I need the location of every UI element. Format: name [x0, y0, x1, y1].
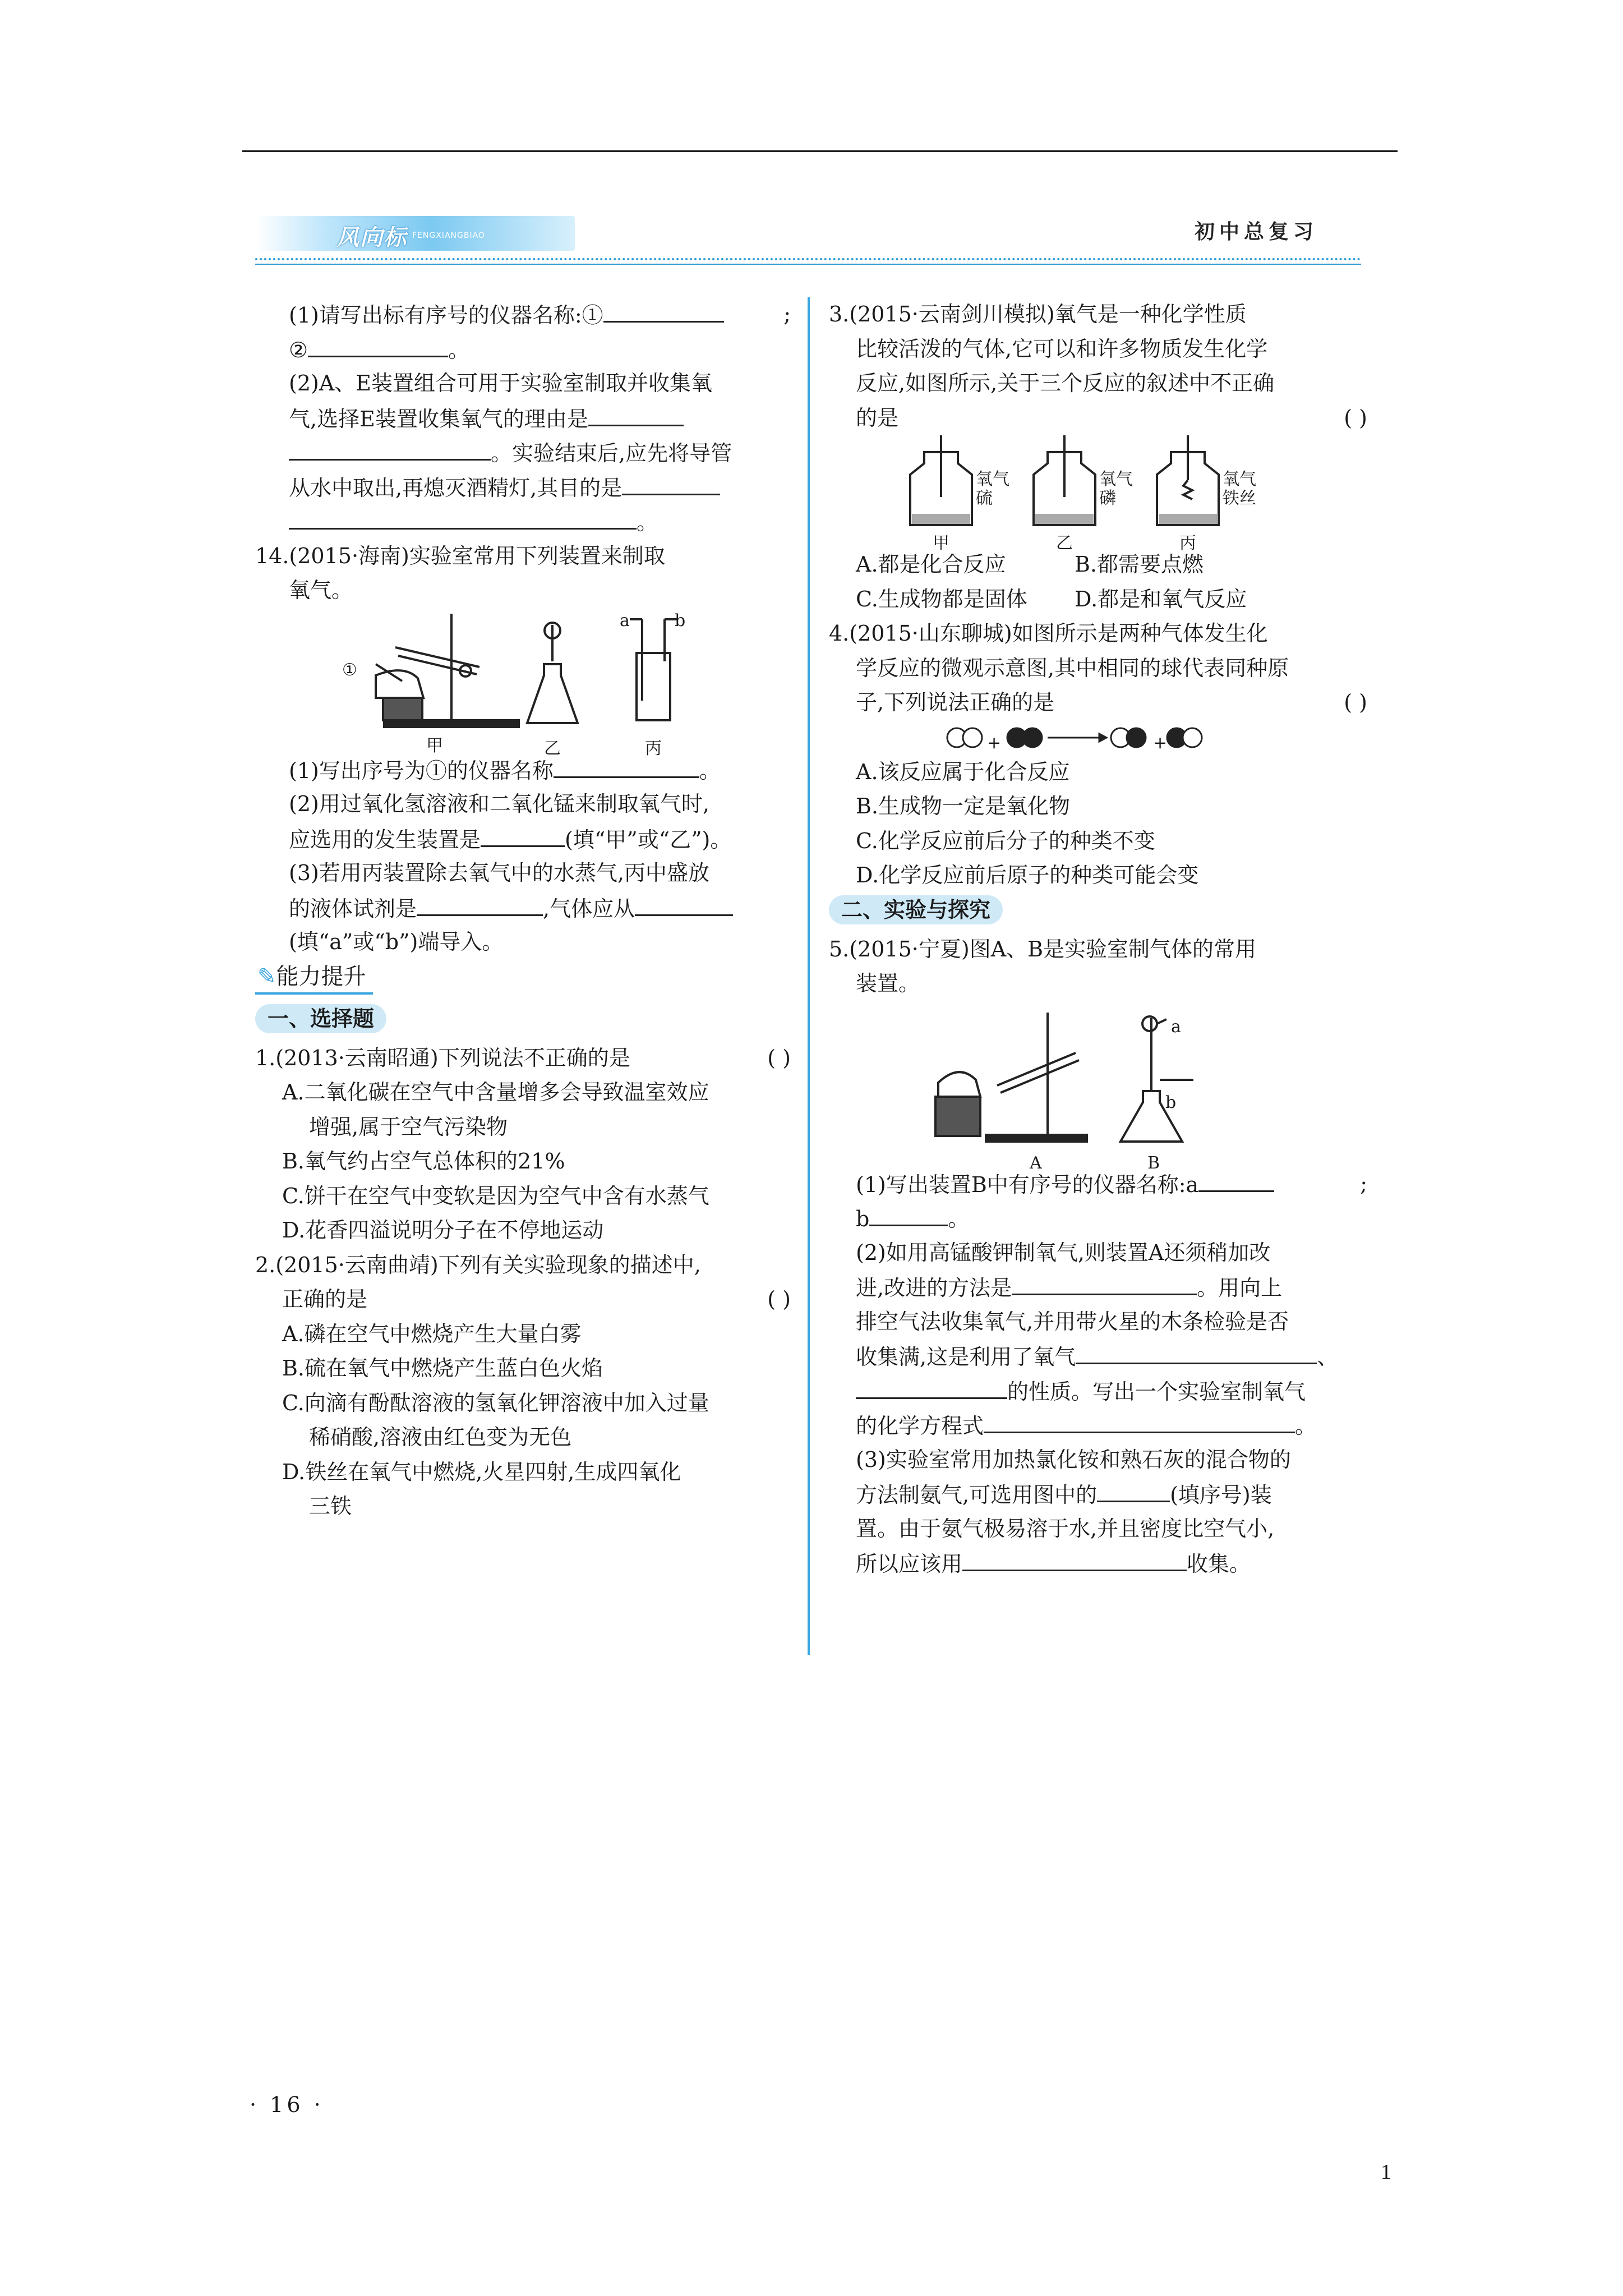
q5-part2-text: 的性质。写出一个实验室制氧气	[1007, 1379, 1306, 1404]
section2-title: 二、实验与探究	[829, 895, 1003, 924]
q5-part2-line1: (2)如用高锰酸钾制氧气,则装置A还须稍加改	[856, 1240, 1271, 1265]
mc3-label-oxygen: 氧气	[976, 470, 1009, 489]
mc3-label-oxygen: 氧气	[1223, 470, 1256, 489]
q5-figure-label-b: b	[1165, 1092, 1177, 1112]
q5-stem-line2: 装置。	[856, 971, 920, 996]
mc4-stem-text: 子,下列说法正确的是	[856, 690, 1055, 715]
mc3-option-b: B.都需要点燃	[1075, 552, 1204, 577]
mc3-label-iron-wire: 铁丝	[1223, 489, 1256, 508]
circle-two-label: ②	[289, 337, 308, 362]
q5-part2-line6	[829, 1408, 1367, 1443]
separator: 、	[1317, 1345, 1339, 1369]
mc3-label-bing: 丙	[1179, 533, 1196, 553]
q14-stem-line2: 氧气。	[289, 578, 353, 602]
q5-part3-text: 所以应该用	[856, 1552, 963, 1576]
section1-heading	[255, 1002, 791, 1041]
mc3-label-sulfur: 硫	[976, 489, 993, 508]
q14-apparatus-drawing	[255, 608, 791, 753]
answer-blank[interactable]	[869, 1201, 948, 1226]
answer-parentheses[interactable]: ( )	[1344, 405, 1367, 430]
mc3-label-jia: 甲	[933, 533, 949, 553]
q13-part2-text: 。实验结束后,应先将导管	[491, 441, 732, 466]
mc2-option-d-cont: 三铁	[309, 1494, 352, 1519]
q14-part1-line	[255, 753, 791, 788]
mc2-stem-text: 正确的是	[282, 1287, 368, 1312]
mc4-option-d: D.化学反应前后原子的种类可能会变	[856, 863, 1199, 887]
mc4-figure	[829, 720, 1367, 755]
mc3-stem-line2: 比较活泼的气体,它可以和许多物质发生化学	[856, 336, 1268, 361]
q5-part1-b-label: b	[856, 1207, 870, 1231]
mc4-stem-line2: 学反应的微观示意图,其中相同的球代表同种原	[856, 655, 1289, 680]
brand-logo: 风向标	[336, 225, 407, 251]
mc3-label-yi: 乙	[1056, 533, 1073, 553]
answer-parentheses[interactable]: ( )	[767, 1287, 791, 1312]
mc2-option-b: B.硫在氧气中燃烧产生蓝白色火焰	[282, 1356, 603, 1381]
mc1-option-b: B.氧气约占空气总体积的21%	[282, 1149, 565, 1174]
answer-blank[interactable]	[289, 435, 491, 461]
q5-part3-line1: (3)实验室常用加热氯化铵和熟石灰的混合物的	[856, 1447, 1291, 1472]
right-column	[829, 297, 1367, 1581]
mc2-stem-line1: 2.(2015·云南曲靖)下列有关实验现象的描述中,	[255, 1252, 701, 1277]
page-number: · 16 ·	[250, 2092, 324, 2117]
mc2-option-a: A.磷在空气中燃烧产生大量白雾	[282, 1321, 582, 1346]
mc3-stem-line3: 反应,如图所示,关于三个反应的叙述中不正确	[856, 371, 1275, 395]
q5-figure-label-b-device: B	[1147, 1153, 1160, 1173]
q5-part3-text: (填序号)装	[1170, 1483, 1272, 1507]
header-rule	[255, 264, 1361, 265]
mc4-option-b: B.生成物一定是氧化物	[856, 794, 1071, 818]
mc3-figure	[829, 435, 1367, 553]
q14-part2-hint: (填“甲”或“乙”)。	[565, 827, 732, 852]
q5-figure	[829, 1001, 1367, 1173]
q5-part2-text: 进,改进的方法是	[856, 1276, 1012, 1300]
mc4-option-a: A.该反应属于化合反应	[856, 759, 1070, 784]
q14-part3-text: 的液体试剂是	[289, 896, 417, 921]
mc4-stem-line3	[829, 685, 1367, 720]
q13-part2-line3	[255, 435, 791, 470]
q13-part2-text: 从水中取出,再熄灭酒精灯,其目的是	[289, 475, 623, 500]
q5-part1-line1	[829, 1167, 1367, 1202]
q14-figure-marker: ①	[342, 660, 357, 680]
q13-part2-line4	[255, 470, 791, 505]
period: 。	[699, 758, 721, 783]
mc4-option-c: C.化学反应前后分子的种类不变	[856, 828, 1155, 853]
period: 。	[637, 510, 658, 535]
q13-part1-line	[255, 297, 791, 332]
mc3-stem-line4	[829, 401, 1367, 436]
q5-part1-text: (1)写出装置B中有序号的仪器名称:a	[856, 1172, 1199, 1197]
separator: ;	[783, 302, 791, 326]
q5-part1-line2	[829, 1201, 1367, 1236]
mc3-label-phosphorus: 磷	[1099, 489, 1116, 508]
ability-title	[255, 961, 373, 995]
q13-part2-line2	[255, 401, 791, 436]
sheet-number: 1	[1381, 2160, 1391, 2184]
answer-blank[interactable]	[1076, 1339, 1317, 1364]
mc1-stem	[255, 1041, 791, 1076]
mc3-stem-text: 的是	[856, 405, 899, 430]
q14-figure	[255, 608, 791, 758]
mc4-stem-line1: 4.(2015·山东聊城)如图所示是两种气体发生化	[829, 621, 1268, 646]
mc3-option-c: C.生成物都是固体	[856, 586, 1027, 611]
section2-heading	[829, 893, 1367, 932]
q14-part1-text: (1)写出序号为①的仪器名称	[289, 758, 554, 783]
q14-part3-text: ,气体应从	[543, 896, 635, 921]
mc2-option-d: D.铁丝在氧气中燃烧,火星四射,生成四氧化	[282, 1459, 681, 1484]
period: 。	[1295, 1414, 1317, 1438]
section1-title: 一、选择题	[255, 1004, 386, 1033]
answer-blank[interactable]	[984, 1408, 1295, 1433]
q14-part3-line1: (3)若用丙装置除去氧气中的水蒸气,丙中盛放	[289, 861, 709, 885]
q5-part3-text: 方法制氨气,可选用图中的	[856, 1483, 1098, 1507]
answer-parentheses[interactable]: ( )	[767, 1045, 791, 1070]
mc3-label-oxygen: 氧气	[1099, 470, 1133, 489]
header-title: 初中总复习	[1195, 220, 1318, 243]
column-divider	[808, 297, 810, 1655]
period: 。	[448, 337, 470, 362]
mc1-option-a: A.二氧化碳在空气中含量增多会导致温室效应	[282, 1080, 709, 1105]
brand-subtitle: FENGXIANGBIAO	[412, 231, 485, 240]
answer-blank[interactable]	[635, 891, 733, 916]
answer-blank[interactable]	[417, 891, 543, 916]
mc2-stem-line2	[255, 1282, 791, 1317]
period: 。	[948, 1207, 970, 1231]
mc2-option-c: C.向滴有酚酞溶液的氢氧化钾溶液中加入过量	[282, 1390, 709, 1415]
q14-figure-label-jia: 甲	[426, 735, 443, 756]
q14-figure-label-bing: 丙	[645, 738, 662, 758]
q14-figure-label-b: b	[675, 610, 686, 631]
answer-blank[interactable]	[308, 332, 448, 357]
answer-blank[interactable]	[962, 1546, 1187, 1571]
q13-part2-line5	[255, 504, 791, 539]
mc1-option-a-cont: 增强,属于空气污染物	[309, 1114, 508, 1139]
answer-blank[interactable]	[554, 753, 699, 778]
q13-part1-line2	[255, 332, 791, 367]
q5-figure-label-a: a	[1171, 1016, 1181, 1037]
answer-blank[interactable]	[603, 297, 724, 323]
q5-part2-line2	[829, 1270, 1367, 1305]
q5-part2-line3: 排空气法收集氧气,并用带火星的木条检验是否	[856, 1309, 1289, 1334]
q14-part3-line2	[255, 891, 791, 926]
pen-icon: ✎	[257, 963, 276, 990]
q14-stem-line1: 14.(2015·海南)实验室常用下列装置来制取	[255, 543, 665, 568]
q5-apparatus-drawing	[829, 1001, 1367, 1167]
answer-blank[interactable]	[622, 470, 720, 495]
q5-part2-line5	[829, 1374, 1367, 1409]
q14-figure-label-yi: 乙	[544, 738, 561, 758]
answer-parentheses[interactable]: ( )	[1344, 690, 1367, 715]
mc1-option-d: D.花香四溢说明分子在不停地运动	[282, 1218, 604, 1243]
ability-title-text: 能力提升	[276, 963, 366, 990]
mc3-option-a: A.都是化合反应	[856, 552, 1006, 577]
mc3-jars-drawing	[829, 435, 1367, 547]
mc4-molecules-drawing	[829, 720, 1367, 755]
mc2-option-c-cont: 稀硝酸,溶液由红色变为无色	[309, 1425, 572, 1450]
q5-part3-line3: 置。由于氨气极易溶于水,并且密度比空气小,	[856, 1516, 1275, 1541]
answer-blank[interactable]	[1198, 1167, 1274, 1192]
q13-part1-text: (1)请写出标有序号的仪器名称:①	[289, 303, 603, 328]
q5-part3-text: 收集。	[1187, 1552, 1251, 1576]
q5-part3-line2	[829, 1477, 1367, 1512]
q14-part2-line2	[255, 822, 791, 857]
mc4-plus-sign: +	[987, 733, 1002, 753]
q5-figure-label-a-device: A	[1030, 1153, 1042, 1173]
q14-part3-line3: (填“a”或“b”)端导入。	[289, 930, 504, 954]
q13-part2-line1: (2)A、E装置组合可用于实验室制取并收集氧	[289, 371, 713, 395]
answer-blank[interactable]	[289, 504, 637, 530]
mc3-options-cd	[829, 582, 1367, 617]
q14-figure-label-a: a	[620, 610, 630, 631]
answer-blank[interactable]	[1012, 1270, 1197, 1295]
q5-stem-line1: 5.(2015·宁夏)图A、B是实验室制气体的常用	[829, 936, 1257, 961]
q5-part2-text: 收集满,这是利用了氧气	[856, 1345, 1076, 1369]
top-rule	[242, 150, 1398, 152]
q5-part2-text: 。用向上	[1197, 1276, 1283, 1300]
mc1-option-c: C.饼干在空气中变软是因为空气中含有水蒸气	[282, 1183, 709, 1208]
mc3-options-ab	[829, 547, 1367, 582]
answer-blank[interactable]	[588, 401, 684, 426]
q5-part2-line4	[829, 1339, 1367, 1374]
mc3-stem-line1: 3.(2015·云南剑川模拟)氧气是一种化学性质	[829, 302, 1247, 326]
answer-blank[interactable]	[481, 822, 565, 847]
q14-part2-line1: (2)用过氧化氢溶液和二氧化锰来制取氧气时,	[289, 792, 709, 816]
answer-blank[interactable]	[856, 1374, 1007, 1399]
mc3-option-d: D.都是和氧气反应	[1075, 586, 1247, 611]
separator: ;	[1360, 1171, 1367, 1196]
answer-blank[interactable]	[1097, 1477, 1170, 1502]
mc1-stem-text: 1.(2013·云南昭通)下列说法不正确的是	[255, 1045, 630, 1070]
q5-part3-line4	[829, 1546, 1367, 1581]
left-column	[255, 297, 791, 1524]
mc4-plus-sign: +	[1153, 733, 1168, 753]
ability-heading	[255, 960, 791, 1002]
q13-part2-text: 气,选择E装置收集氧气的理由是	[289, 406, 588, 431]
header-dotted-rule	[255, 258, 1361, 260]
q14-part2-text: 应选用的发生装置是	[289, 827, 481, 852]
q5-part2-text: 的化学方程式	[856, 1414, 984, 1438]
